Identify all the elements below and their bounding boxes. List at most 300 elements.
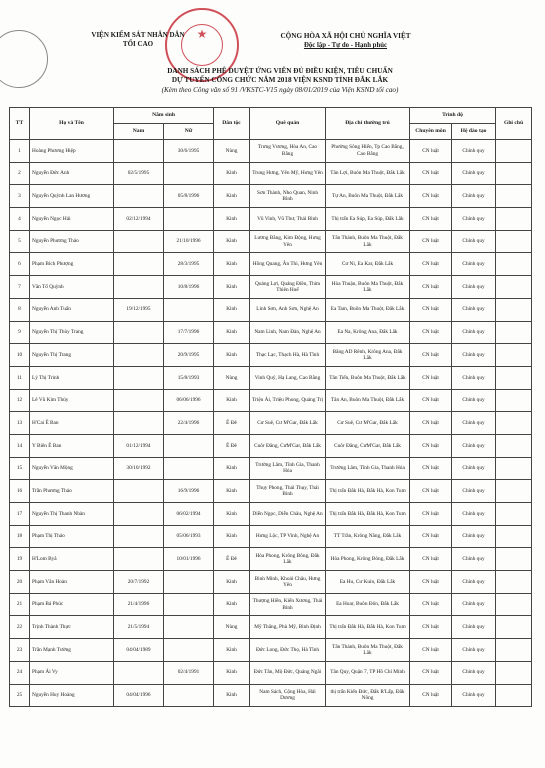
cell-training: Chính quy — [452, 208, 496, 231]
col-header-level: Trình độ — [410, 108, 496, 124]
cell-address: Hòa Thuận, Buôn Ma Thuột, Đắk Lắk — [326, 276, 410, 299]
cell-address: Tân An, Buôn Ma Thuột, Đắk Lắk — [326, 389, 410, 412]
title-line-2: DỰ TUYỂN CÔNG CHỨC NĂM 2018 VIỆN KSND TỈNH ĐẮK LẮK — [171, 76, 389, 85]
table-row — [10, 321, 532, 344]
cell-major: CN luật — [410, 253, 452, 276]
cell-dob-female: 30/6/1995 — [164, 140, 214, 163]
cell-hometown: Thượng Hiền, Kiến Xương, Thái Bình — [250, 593, 326, 616]
cell-major: CN luật — [410, 639, 452, 662]
cell-tt: 21 — [10, 593, 30, 616]
col-header-ethnic: Dân tộc — [214, 108, 250, 140]
cell-name: Nguyễn Đức Anh — [30, 162, 114, 185]
cell-dob-female — [164, 162, 214, 185]
cell-tt: 9 — [10, 321, 30, 344]
table-row — [10, 503, 532, 526]
cell-major: CN luật — [410, 412, 452, 435]
cell-training: Chính quy — [452, 661, 496, 684]
cell-major: CN luật — [410, 185, 452, 208]
cell-hometown: Cuôr Đăng, CưM'Gar, Đắk Lắk — [250, 434, 326, 457]
cell-tt: 17 — [10, 503, 30, 526]
cell-major: CN luật — [410, 480, 452, 503]
cell-dob-female: 21/10/1996 — [164, 230, 214, 253]
cell-tt: 18 — [10, 525, 30, 548]
cell-dob-male: 04/04/1996 — [114, 684, 164, 707]
cell-note — [496, 457, 532, 480]
cell-address: Tân Quy, Quận 7, TP Hồ Chí Minh — [326, 661, 410, 684]
cell-address: Cư Suê, Cư M'Gar, Đắk Lắk — [326, 412, 410, 435]
cell-name: Nguyễn Quỳnh Lan Hương — [30, 185, 114, 208]
cell-ethnic: Nùng — [214, 366, 250, 389]
cell-ethnic: Kinh — [214, 185, 250, 208]
col-header-dob: Năm sinh — [114, 108, 214, 124]
table-row — [10, 593, 532, 616]
cell-dob-male — [114, 412, 164, 435]
cell-note — [496, 276, 532, 299]
cell-tt: 4 — [10, 208, 30, 231]
national-header — [218, 31, 473, 51]
cell-tt: 11 — [10, 366, 30, 389]
cell-training: Chính quy — [452, 366, 496, 389]
cell-name: Phạm Thị Thảo — [30, 525, 114, 548]
agency-line-1: VIỆN KIỂM SÁT NHÂN DÂN — [91, 31, 185, 39]
cell-note — [496, 185, 532, 208]
cell-dob-male — [114, 503, 164, 526]
cell-ethnic: Kinh — [214, 684, 250, 707]
cell-name: Văn Tố Quỳnh — [30, 276, 114, 299]
cell-note — [496, 525, 532, 548]
cell-name: Lê Vũ Kim Thúy — [30, 389, 114, 412]
cell-dob-male — [114, 344, 164, 367]
cell-ethnic: Kinh — [214, 276, 250, 299]
cell-address: thị trấn Kiến Đức, Đắk R'Lấp, Đắk Nông — [326, 684, 410, 707]
cell-hometown: Thụy Phong, Thái Thụy, Thái Bình — [250, 480, 326, 503]
cell-address: Cư Ni, Ea Kar, Đắk Lắk — [326, 253, 410, 276]
cell-tt: 19 — [10, 548, 30, 571]
cell-training: Chính quy — [452, 253, 496, 276]
cell-major: CN luật — [410, 571, 452, 594]
cell-dob-male: 02/5/1995 — [114, 162, 164, 185]
cell-dob-female: 02/4/1991 — [164, 661, 214, 684]
cell-dob-male: 04/04/1989 — [114, 639, 164, 662]
cell-dob-male — [114, 525, 164, 548]
cell-name: Nguyễn Anh Tuấn — [30, 298, 114, 321]
col-header-male: Nam — [114, 124, 164, 140]
cell-training: Chính quy — [452, 548, 496, 571]
agency-line-2: TỐI CAO — [122, 40, 154, 48]
cell-major: CN luật — [410, 321, 452, 344]
cell-name: H'Lom Byă — [30, 548, 114, 571]
cell-note — [496, 366, 532, 389]
cell-dob-male — [114, 230, 164, 253]
table-row — [10, 480, 532, 503]
cell-tt: 7 — [10, 276, 30, 299]
cell-name: Phạm Ái Vy — [30, 661, 114, 684]
cell-dob-male: 21/4/1996 — [114, 593, 164, 616]
cell-name: Nguyễn Thị Thùy Trang — [30, 321, 114, 344]
cell-dob-female — [164, 684, 214, 707]
cell-dob-female: 15/8/1993 — [164, 366, 214, 389]
cell-training: Chính quy — [452, 276, 496, 299]
cell-name: Nguyễn Huy Hoàng — [30, 684, 114, 707]
cell-name: Phạm Bá Phúc — [30, 593, 114, 616]
cell-ethnic: Ê Đê — [214, 434, 250, 457]
cell-ethnic: Kinh — [214, 525, 250, 548]
table-row — [10, 298, 532, 321]
cell-ethnic: Kinh — [214, 389, 250, 412]
cell-address: Ea Hu, Cư Kuin, Đắk Lắk — [326, 571, 410, 594]
cell-address: Thị trấn Đắk Hà, Đắk Hà, Kon Tum — [326, 480, 410, 503]
cell-ethnic: Kinh — [214, 593, 250, 616]
cell-tt: 6 — [10, 253, 30, 276]
cell-note — [496, 503, 532, 526]
cell-training: Chính quy — [452, 298, 496, 321]
table-row — [10, 162, 532, 185]
cell-tt: 23 — [10, 639, 30, 662]
cell-tt: 25 — [10, 684, 30, 707]
title-line-1: DANH SÁCH PHÊ DUYỆT ỨNG VIÊN ĐỦ ĐIỀU KIỆN, TIÊU CHUẨN — [167, 67, 393, 75]
cell-dob-female: 20/9/1995 — [164, 344, 214, 367]
cell-tt: 20 — [10, 571, 30, 594]
cell-tt: 8 — [10, 298, 30, 321]
cell-dob-female — [164, 208, 214, 231]
cell-address: TT Trần, Krông Năng, Đắk Lắk — [326, 525, 410, 548]
cell-dob-female — [164, 298, 214, 321]
cell-major: CN luật — [410, 503, 452, 526]
cell-hometown: Hòa Phong, Krông Bông, Đắk Lắk — [250, 548, 326, 571]
cell-note — [496, 321, 532, 344]
table-row — [10, 571, 532, 594]
col-header-name: Họ và Tên — [30, 108, 114, 140]
cell-dob-male — [114, 548, 164, 571]
cell-tt: 13 — [10, 412, 30, 435]
cell-hometown: Cư Suê, Cư M'Gar, Đắk Lắk — [250, 412, 326, 435]
cell-name: Nguyễn Văn Mộng — [30, 457, 114, 480]
cell-major: CN luật — [410, 344, 452, 367]
cell-address: Tân Tiến, Buôn Ma Thuột, Đắk Lắk — [326, 366, 410, 389]
table-body — [10, 140, 532, 707]
cell-address: Hòa Phong, Krông Bông, Đắk Lắk — [326, 548, 410, 571]
cell-hometown: Mỹ Thắng, Phù Mỹ, Bình Định — [250, 616, 326, 639]
cell-dob-male: 30/10/1992 — [114, 457, 164, 480]
cell-dob-male — [114, 661, 164, 684]
cell-dob-male — [114, 140, 164, 163]
cell-note — [496, 571, 532, 594]
cell-major: CN luật — [410, 230, 452, 253]
cell-major: CN luật — [410, 593, 452, 616]
cell-tt: 14 — [10, 434, 30, 457]
cell-training: Chính quy — [452, 389, 496, 412]
table-row — [10, 412, 532, 435]
cell-dob-female — [164, 593, 214, 616]
cell-name: Nguyễn Phương Thảo — [30, 230, 114, 253]
cell-ethnic: Kinh — [214, 162, 250, 185]
cell-training: Chính quy — [452, 140, 496, 163]
cell-dob-female — [164, 434, 214, 457]
cell-tt: 5 — [10, 230, 30, 253]
cell-note — [496, 639, 532, 662]
cell-dob-female: 06/06/1996 — [164, 389, 214, 412]
cell-hometown: Đức Tân, Mộ Đức, Quảng Ngãi — [250, 661, 326, 684]
cell-ethnic: Kinh — [214, 298, 250, 321]
red-stamp-icon: ★ — [165, 8, 239, 82]
cell-ethnic: Kinh — [214, 661, 250, 684]
cell-name: Hoàng Phương Hiệp — [30, 140, 114, 163]
cell-address: Thị trấn Đắk Hà, Đắk Hà, Kon Tum — [326, 503, 410, 526]
cell-training: Chính quy — [452, 321, 496, 344]
table-row — [10, 230, 532, 253]
cell-ethnic: Kinh — [214, 503, 250, 526]
cell-ethnic: Kinh — [214, 480, 250, 503]
table-row — [10, 616, 532, 639]
cell-major: CN luật — [410, 661, 452, 684]
table-row — [10, 276, 532, 299]
cell-tt: 3 — [10, 185, 30, 208]
cell-tt: 1 — [10, 140, 30, 163]
cell-training: Chính quy — [452, 412, 496, 435]
col-header-hometown: Quê quán — [250, 108, 326, 140]
cell-major: CN luật — [410, 208, 452, 231]
cell-note — [496, 253, 532, 276]
col-header-training: Hệ đào tạo — [452, 124, 496, 140]
cell-ethnic: Kinh — [214, 230, 250, 253]
cell-note — [496, 480, 532, 503]
cell-tt: 16 — [10, 480, 30, 503]
cell-hometown: Triệu Ái, Triệu Phong, Quảng Trị — [250, 389, 326, 412]
cell-training: Chính quy — [452, 344, 496, 367]
table-row — [10, 185, 532, 208]
cell-note — [496, 230, 532, 253]
cell-ethnic: Kinh — [214, 457, 250, 480]
cell-dob-female: 17/7/1996 — [164, 321, 214, 344]
cell-training: Chính quy — [452, 616, 496, 639]
cell-dob-female: 28/3/1995 — [164, 253, 214, 276]
cell-major: CN luật — [410, 276, 452, 299]
cell-major: CN luật — [410, 525, 452, 548]
cell-training: Chính quy — [452, 480, 496, 503]
cell-address: Băng AD Rênh, Krông Ana, Đắk Lắk — [326, 344, 410, 367]
cell-hometown: Nam Linh, Nam Đàn, Nghệ An — [250, 321, 326, 344]
cell-address: Cuôr Đăng, CưM'Gar, Đắk Lắk — [326, 434, 410, 457]
cell-address: Tân Thành, Buôn Ma Thuột, Đắk Lắk — [326, 639, 410, 662]
cell-major: CN luật — [410, 140, 452, 163]
cell-ethnic: Kinh — [214, 208, 250, 231]
cell-training: Chính quy — [452, 639, 496, 662]
cell-hometown: Linh Sơn, Anh Sơn, Nghệ An — [250, 298, 326, 321]
cell-hometown: Hưng Lộc, TP Vinh, Nghệ An — [250, 525, 326, 548]
document-title — [70, 67, 490, 95]
cell-note — [496, 140, 532, 163]
cell-major: CN luật — [410, 684, 452, 707]
table-row — [10, 684, 532, 707]
cell-dob-male: 01/12/1994 — [114, 434, 164, 457]
table-row — [10, 140, 532, 163]
cell-address: Ea Tam, Buôn Ma Thuột, Đắk Lắk — [326, 298, 410, 321]
table-row — [10, 389, 532, 412]
cell-address: Trường Lâm, Tĩnh Gia, Thanh Hóa — [326, 457, 410, 480]
cell-training: Chính quy — [452, 593, 496, 616]
cell-address: Phường Sông Hiến, Tp Cao Bằng, Cao Bằng — [326, 140, 410, 163]
cell-name: Nguyễn Ngọc Hải — [30, 208, 114, 231]
cell-note — [496, 208, 532, 231]
cell-ethnic: Kinh — [214, 253, 250, 276]
cell-major: CN luật — [410, 434, 452, 457]
cell-note — [496, 684, 532, 707]
cell-tt: 15 — [10, 457, 30, 480]
cell-training: Chính quy — [452, 230, 496, 253]
cell-hometown: Vũ Vinh, Vũ Thư, Thái Bình — [250, 208, 326, 231]
cell-dob-male — [114, 321, 164, 344]
cell-ethnic: Ê Đê — [214, 548, 250, 571]
cell-training: Chính quy — [452, 434, 496, 457]
table-row — [10, 253, 532, 276]
cell-major: CN luật — [410, 616, 452, 639]
col-header-tt: TT — [10, 108, 30, 140]
col-header-female: Nữ — [164, 124, 214, 140]
cell-training: Chính quy — [452, 185, 496, 208]
cell-dob-male — [114, 253, 164, 276]
cell-hometown: Trưng Vương, Hòa An, Cao Bằng — [250, 140, 326, 163]
cell-note — [496, 661, 532, 684]
cell-address: Ea Na, Krông Ana, Đắk Lắk — [326, 321, 410, 344]
cell-note — [496, 548, 532, 571]
cell-dob-male: 20/7/1992 — [114, 571, 164, 594]
table-row — [10, 548, 532, 571]
cell-note — [496, 434, 532, 457]
cell-note — [496, 389, 532, 412]
cell-name: Trịnh Thành Thực — [30, 616, 114, 639]
cell-note — [496, 616, 532, 639]
cell-ethnic: Kinh — [214, 321, 250, 344]
cell-hometown: Thạc Lạc, Thạch Hà, Hà Tĩnh — [250, 344, 326, 367]
table-row — [10, 639, 532, 662]
cell-dob-female — [164, 616, 214, 639]
table-row — [10, 208, 532, 231]
cell-note — [496, 412, 532, 435]
cell-ethnic: Ê Đê — [214, 412, 250, 435]
cell-hometown: Trung Hưng, Yên Mỹ, Hưng Yên — [250, 162, 326, 185]
cell-hometown: Bình Minh, Khoái Châu, Hưng Yên — [250, 571, 326, 594]
cell-address: Ea Hoar, Buôn Đôn, Đắk Lắk — [326, 593, 410, 616]
cell-training: Chính quy — [452, 457, 496, 480]
cell-dob-female: 05/06/1993 — [164, 525, 214, 548]
col-header-note: Ghi chú — [496, 108, 532, 140]
cell-address: Thị trấn Đắk Hà, Đắk Hà, Kon Tum — [326, 616, 410, 639]
cell-hometown: Quảng Lợi, Quảng Điền, Thừa Thiên Huế — [250, 276, 326, 299]
cell-ethnic: Kinh — [214, 344, 250, 367]
cell-name: H'Cai Ê Ban — [30, 412, 114, 435]
agency-header — [68, 31, 208, 49]
cell-dob-male — [114, 185, 164, 208]
cell-hometown: Lương Bằng, Kim Động, Hưng Yên — [250, 230, 326, 253]
cell-training: Chính quy — [452, 684, 496, 707]
cell-dob-female: 16/9/1996 — [164, 480, 214, 503]
emblem-seal-icon — [0, 30, 48, 88]
cell-name: Nguyễn Thị Thanh Nhàn — [30, 503, 114, 526]
cell-tt: 2 — [10, 162, 30, 185]
cell-dob-female — [164, 571, 214, 594]
cell-note — [496, 593, 532, 616]
cell-ethnic: Nùng — [214, 140, 250, 163]
cell-address: Thị trấn Ea Súp, Ea Súp, Đắk Lắk — [326, 208, 410, 231]
cell-hometown: Nam Sách, Cộng Hòa, Hải Dương — [250, 684, 326, 707]
cell-address: Tự An, Buôn Ma Thuột, Đắk Lắk — [326, 185, 410, 208]
cell-note — [496, 344, 532, 367]
table-row — [10, 457, 532, 480]
cell-dob-female: 10/8/1996 — [164, 276, 214, 299]
cell-dob-male — [114, 366, 164, 389]
cell-dob-female: 10/01/1996 — [164, 548, 214, 571]
cell-training: Chính quy — [452, 525, 496, 548]
cell-dob-female: 22/4/1996 — [164, 412, 214, 435]
cell-training: Chính quy — [452, 503, 496, 526]
cell-note — [496, 162, 532, 185]
cell-dob-female — [164, 639, 214, 662]
cell-name: Phạm Văn Hoàn — [30, 571, 114, 594]
cell-dob-male — [114, 276, 164, 299]
cell-ethnic: Kinh — [214, 571, 250, 594]
cell-dob-female: 05/8/1996 — [164, 185, 214, 208]
table-row — [10, 525, 532, 548]
cell-ethnic: Nùng — [214, 616, 250, 639]
cell-name: Trần Phương Thảo — [30, 480, 114, 503]
cell-hometown: Đức Long, Đức Thọ, Hà Tĩnh — [250, 639, 326, 662]
cell-dob-male: 21/5/1994 — [114, 616, 164, 639]
title-note: (Kèm theo Công văn số 91 /VKSTC-V15 ngày 08/01/2019 của Viện KSND tối cao) — [161, 85, 399, 94]
cell-name: Trần Mạnh Tường — [30, 639, 114, 662]
table-row — [10, 366, 532, 389]
cell-ethnic: Kinh — [214, 639, 250, 662]
table-row — [10, 344, 532, 367]
col-header-address: Địa chỉ thường trú — [326, 108, 410, 140]
country-name: CỘNG HÒA XÃ HỘI CHỦ NGHĨA VIỆT — [280, 32, 411, 40]
cell-hometown: Diễn Ngọc, Diễn Châu, Nghệ An — [250, 503, 326, 526]
cell-note — [496, 298, 532, 321]
table-row — [10, 434, 532, 457]
cell-dob-male: 19/12/1995 — [114, 298, 164, 321]
cell-hometown: Hồng Quang, Ân Thi, Hưng Yên — [250, 253, 326, 276]
cell-tt: 22 — [10, 616, 30, 639]
cell-major: CN luật — [410, 548, 452, 571]
cell-hometown: Trường Lâm, Tĩnh Gia, Thanh Hóa — [250, 457, 326, 480]
cell-dob-male — [114, 389, 164, 412]
cell-tt: 24 — [10, 661, 30, 684]
cell-address: Tân Thành, Buôn Ma Thuột, Đắk Lắk — [326, 230, 410, 253]
cell-hometown: Vinh Quý, Hạ Lang, Cao Bằng — [250, 366, 326, 389]
cell-training: Chính quy — [452, 162, 496, 185]
national-motto: Độc lập - Tự do - Hạnh phúc — [303, 42, 388, 49]
cell-training: Chính quy — [452, 571, 496, 594]
cell-name: Nguyễn Thị Trang — [30, 344, 114, 367]
cell-tt: 12 — [10, 389, 30, 412]
candidate-table — [9, 107, 532, 707]
cell-dob-male: 02/12/1994 — [114, 208, 164, 231]
cell-dob-male — [114, 480, 164, 503]
cell-hometown: Sơn Thành, Nho Quan, Ninh Bình — [250, 185, 326, 208]
col-header-major: Chuyên môn — [410, 124, 452, 140]
cell-dob-female: 06/02/1994 — [164, 503, 214, 526]
table-row — [10, 661, 532, 684]
cell-major: CN luật — [410, 389, 452, 412]
cell-major: CN luật — [410, 162, 452, 185]
cell-major: CN luật — [410, 366, 452, 389]
cell-name: Y Biên Ê Ban — [30, 434, 114, 457]
cell-name: Phạm Bích Phượng — [30, 253, 114, 276]
cell-name: Lý Thị Trinh — [30, 366, 114, 389]
cell-address: Tân Lợi, Buôn Ma Thuột, Đắk Lắk — [326, 162, 410, 185]
cell-tt: 10 — [10, 344, 30, 367]
cell-major: CN luật — [410, 298, 452, 321]
cell-major: CN luật — [410, 457, 452, 480]
